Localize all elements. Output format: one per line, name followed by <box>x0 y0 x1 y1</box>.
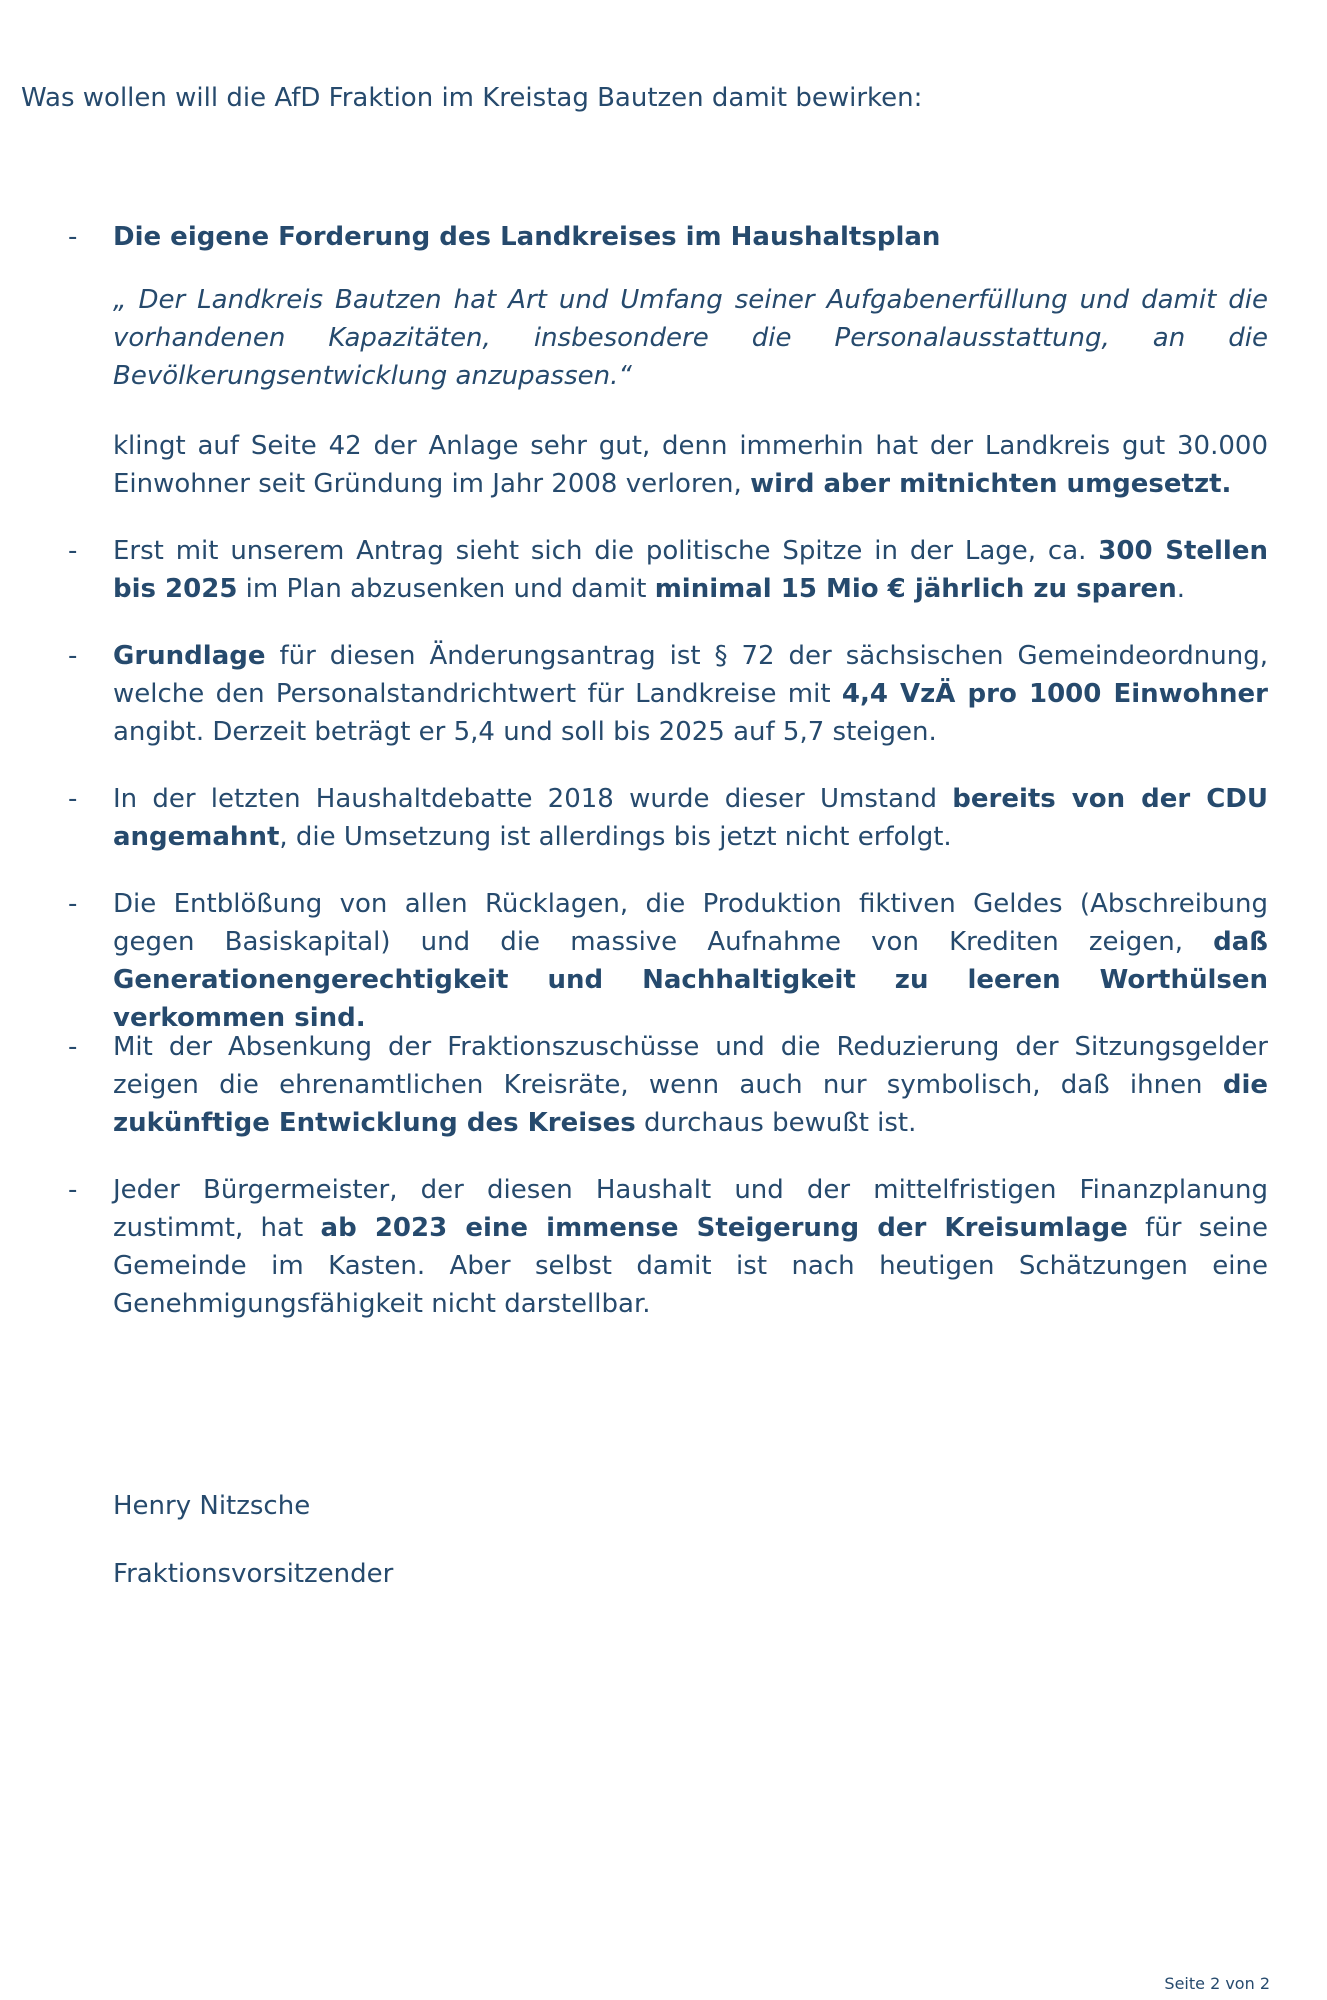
paragraph-bold-text: 4,4 VzÄ pro 1000 Einwohner <box>841 679 1269 709</box>
paragraph-text: angibt. Derzeit beträgt er 5,4 und soll bis 2025 auf 5,7 steigen. <box>113 717 937 747</box>
section-heading: Die eigene Forderung des Landkreises im Haushaltsplan <box>113 222 941 252</box>
paragraph-bold-text: 300 Stellen bis 2025 <box>113 536 1268 604</box>
paragraph-text: durchaus bewußt ist. <box>635 1108 917 1138</box>
paragraph <box>113 532 1268 608</box>
paragraph-bold-text: bereits von der CDU angemahnt <box>113 784 1269 852</box>
paragraph-text: für seine Gemeinde im Kasten. Aber selbst damit ist nach heutigen Schätzungen eine Genehmigungsfähigkeit nicht darstellbar. <box>113 1213 1268 1319</box>
bullet-dash: - <box>68 1175 78 1205</box>
paragraph <box>113 637 1268 751</box>
paragraph <box>113 1171 1268 1323</box>
signature-role: Fraktionsvorsitzender <box>113 1559 394 1589</box>
paragraph-bold-text: wird aber mitnichten umgesetzt. <box>750 469 1232 499</box>
paragraph-text: , die Umsetzung ist allerdings bis jetzt nicht erfolgt. <box>279 822 952 852</box>
bullet-dash: - <box>68 784 78 814</box>
paragraph-bold-text: ab 2023 eine immense Steigerung der Kreisumlage <box>320 1213 1128 1243</box>
paragraph-text: Jeder Bürgermeister, der diesen Haushalt und der mittelfristigen Finanzplanung zustimmt, hat <box>113 1175 1268 1243</box>
paragraph <box>113 885 1268 1037</box>
paragraph <box>113 1028 1268 1142</box>
bullet-dash: - <box>68 222 78 252</box>
page-number: Seite 2 von 2 <box>1164 1974 1270 1993</box>
bullet-dash: - <box>68 889 78 919</box>
paragraph-text: In der letzten Haushaltdebatte 2018 wurde dieser Umstand <box>113 784 953 814</box>
bullet-dash: - <box>68 641 78 671</box>
paragraph-bold-text: Grundlage <box>113 641 266 671</box>
paragraph <box>113 780 1268 856</box>
paragraph-text: Erst mit unserem Antrag sieht sich die politische Spitze in der Lage, ca. <box>113 536 1099 566</box>
paragraph-text: klingt auf Seite 42 der Anlage sehr gut, denn immerhin hat der Landkreis gut 30.000 Einwohner seit Gründung im Jahr 2008 verloren, <box>113 431 1268 499</box>
paragraph-text: Die Entblößung von allen Rücklagen, die Produktion fiktiven Geldes (Abschreibung gegen Basiskapital) und die massive Aufnahme von Krediten zeigen, <box>113 889 1268 957</box>
bullet-dash: - <box>68 536 78 566</box>
paragraph <box>113 427 1268 503</box>
paragraph-text: im Plan abzusenken und damit <box>237 574 655 604</box>
paragraph-text: für diesen Änderungsantrag ist § 72 der sächsischen Gemeindeordnung, welche den Personalstandrichtwert für Landkreise mit <box>113 641 1268 709</box>
paragraph-bold-text: die zukünftige Entwicklung des Kreises <box>113 1070 1268 1138</box>
intro-line: Was wollen will die AfD Fraktion im Kreistag Bautzen damit bewirken: <box>21 83 923 113</box>
paragraph-bold-text: minimal 15 Mio € jährlich zu sparen <box>654 574 1177 604</box>
signature-name: Henry Nitzsche <box>113 1491 311 1521</box>
quote-text: „ Der Landkreis Bautzen hat Art und Umfang seiner Aufgabenerfüllung und damit die vorhandenen Kapazitäten, insbesondere die Personalausstattung, an die Bevölkerungsentwicklung anzupassen.“ <box>113 285 1268 391</box>
bullet-dash: - <box>68 1032 78 1062</box>
paragraph-bold-text: daß Generationengerechtigkeit und Nachhaltigkeit zu leeren Worthülsen verkommen sind. <box>113 927 1268 1033</box>
paragraph-text: Mit der Absenkung der Fraktionszuschüsse und die Reduzierung der Sitzungsgelder zeigen die ehrenamtlichen Kreisräte, wenn auch nur symbolisch, daß ihnen <box>113 1032 1268 1100</box>
paragraph-text: . <box>1176 574 1185 604</box>
